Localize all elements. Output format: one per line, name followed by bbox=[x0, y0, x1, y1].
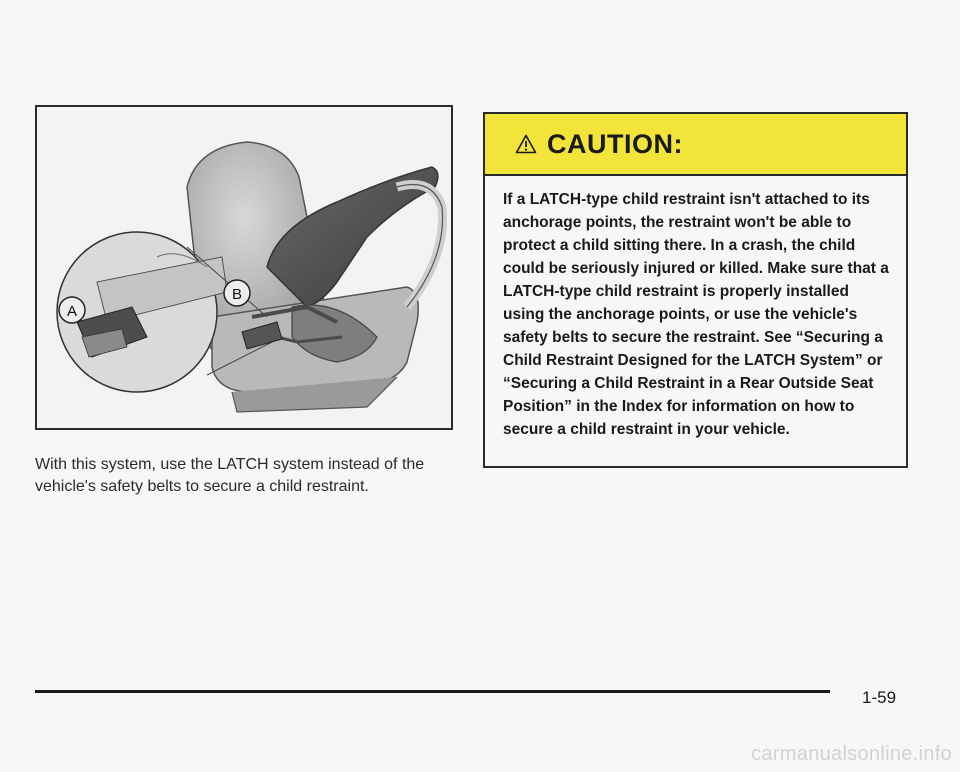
caution-title: CAUTION: bbox=[547, 128, 683, 159]
child-seat-drawing bbox=[37, 107, 451, 428]
body-paragraph: With this system, use the LATCH system instead of the vehicle's safety belts to secure a child restraint. bbox=[35, 456, 425, 495]
caution-box bbox=[483, 112, 908, 468]
callout-a-label: A bbox=[66, 303, 78, 320]
caution-header bbox=[485, 114, 906, 176]
warning-triangle-icon bbox=[515, 134, 537, 154]
caution-text: If a LATCH-type child restraint isn't attached to its anchorage points, the restraint won't be able to protect a child sitting there. In a crash, the child could be seriously injured or killed. Make sure that a LATCH-type child restraint is properly installed using the anchorage points, or use the vehicle's safety belts to secure the restraint. See “Securing a Child Restraint Designed for the LATCH System” or “Securing a Child Restraint in a Rear Outside Seat Position” in the Index for information on how to secure a child restraint in your vehicle. bbox=[503, 191, 889, 438]
child-restraint-illustration bbox=[35, 105, 453, 430]
watermark: carmanualsonline.info bbox=[751, 743, 952, 765]
page-number: 1-59 bbox=[862, 688, 897, 707]
callout-a bbox=[59, 297, 85, 323]
callout-b bbox=[224, 280, 250, 306]
callout-b-label: B bbox=[231, 286, 243, 303]
footer-rule bbox=[35, 690, 830, 693]
